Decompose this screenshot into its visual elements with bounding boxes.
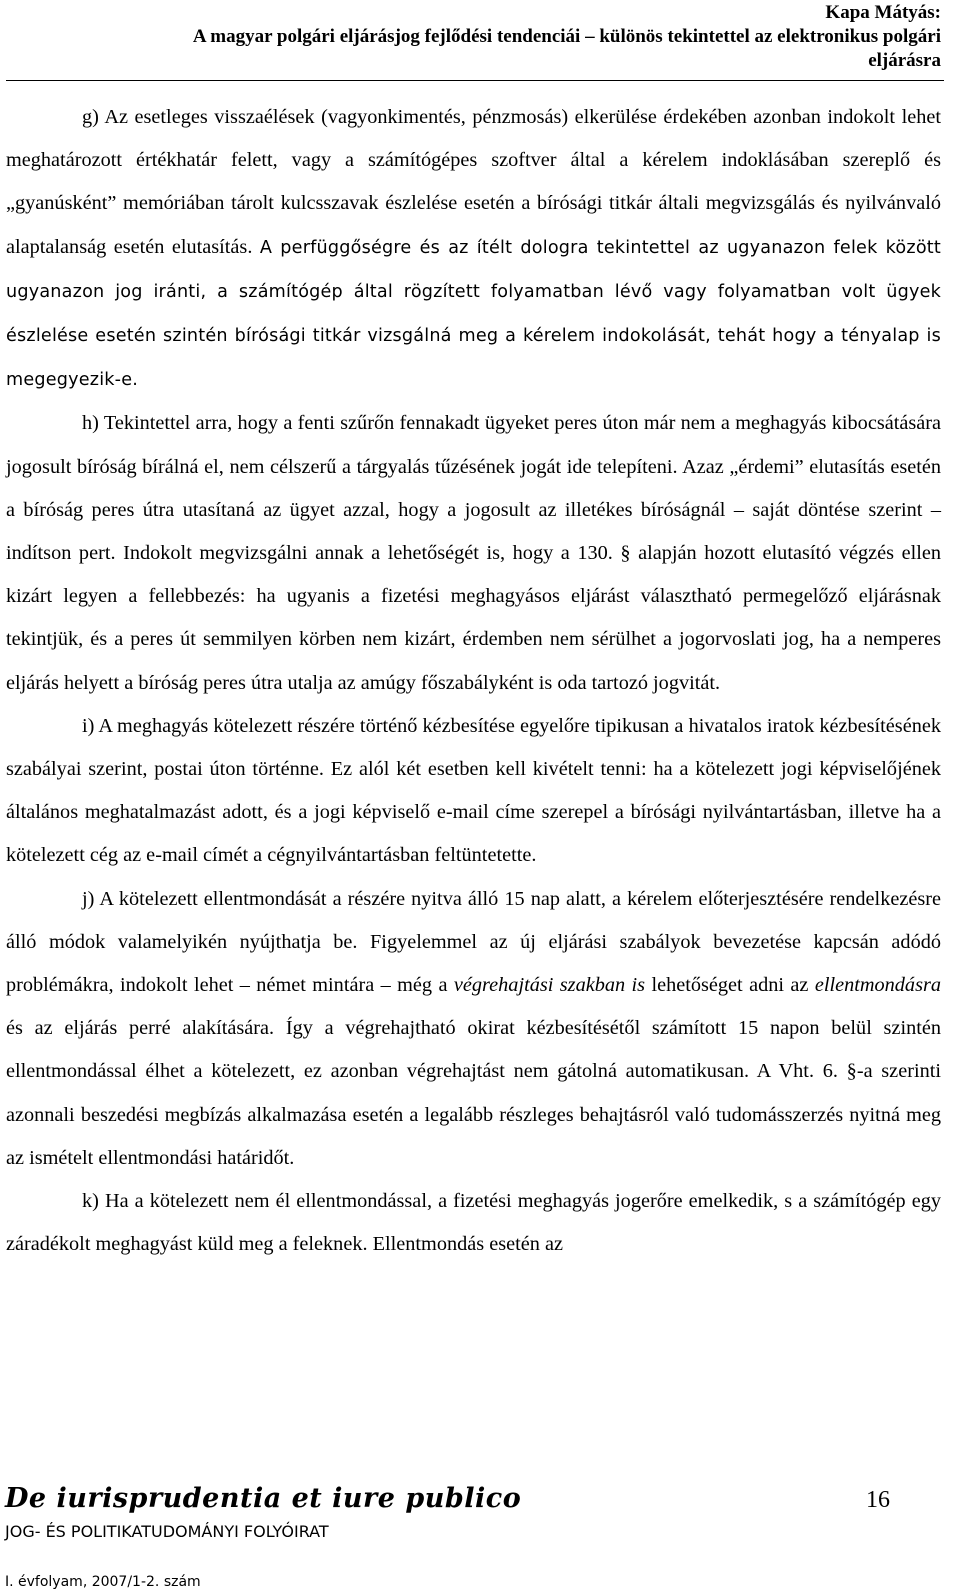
paragraph-i: i) A meghagyás kötelezett részére történő kézbesítése egyelőre tipikusan a hivatalos iratok kézbesítésének szabályai szerint, postai úton történne. Ez alól két esetben kell kivételt tenni: ha a kötelezett jogi képviselőjének általános meghatalmazást adott, és a jogi képviselő e-mail címe szerepel a bírósági nyilvántartásban, illetve ha a kötelezett cég az e-mail címét a cégnyilvántartásban feltüntetette.	[6, 714, 941, 867]
publication-name: JOG- ÉS POLITIKATUDOMÁNYI FOLYÓIRAT	[5, 1522, 329, 1541]
journal-title: De iurisprudentia et iure publico	[5, 1483, 522, 1514]
running-header	[0, 0, 941, 73]
paragraph-j-italic2: ellentmondásra	[814, 974, 941, 997]
volume-info: I. évfolyam, 2007/1-2. szám	[5, 1574, 201, 1590]
article-body	[6, 96, 941, 1266]
paragraph-j-part2: lehetőséget adni az	[645, 974, 815, 997]
paragraph-h: h) Tekintettel arra, hogy a fenti szűrőn fennakadt ügyeket peres úton már nem a meghagyás kibocsátására jogosult bíróság bírálná el, nem célszerű a tárgyalás tűzésének jogát ide telepíteni. Azaz „érdemi” elutasítás esetén a bíróság peres útra utasítaná az ügyet azzal, hogy a jogosult az illetékes bíróságnál – saját döntése szerint – indítson pert. Indokolt megvizsgálni annak a lehetőségét is, hogy a 130. § alapján hozott elutasító végzés ellen kizárt legyen a fellebbezés: ha ugyanis a fizetési meghagyásos eljárást választható permegelőző eljárásnak tekintjük, és a peres út semmilyen körben nem kizárt, érdemben nem sérülhet a jogorvoslati jog, ha a nemperes eljárás helyett a bíróság peres útra utalja az amúgy főszabályként is oda tartozó jogvitát.	[6, 412, 941, 694]
header-title-line2: eljárásra	[868, 50, 941, 71]
paragraph-g-sans: A perfüggőségre és az ítélt dologra tekintettel az ugyanazon felek között ugyanazon jog iránti, a számítógép által rögzített folyamatban lévő vagy folyamatban volt ügyek észlelése esetén szintén bírósági titkár vizsgálná meg a kérelem indokolását, tehát hogy a tényalap is megegyezik-e.	[6, 237, 941, 391]
header-author: Kapa Mátyás:	[825, 2, 941, 23]
paragraph-g	[6, 96, 941, 402]
paragraph-j-italic1: végrehajtási szakban is	[453, 974, 646, 997]
paragraph-j	[6, 878, 941, 1180]
header-title-line1: A magyar polgári eljárásjog fejlődési tendenciái – különös tekintettel az elektronikus polgári	[192, 26, 941, 47]
header-divider	[6, 80, 944, 81]
paragraph-j-part3: és az eljárás perré alakítására. Így a végrehajtható okirat kézbesítésétől számított 15 napon belül szintén ellentmondással élhet a kötelezett, ez azonban végrehajtást nem gátolná automatikusan. A Vht. 6. §-a szerinti azonnali beszedési megbízás alkalmazása esetén a legalább részleges behajtásról való tudomásszerzés nyitná meg az ismételt ellentmondási határidőt.	[6, 1017, 941, 1169]
paragraph-k: k) Ha a kötelezett nem él ellentmondással, a fizetési meghagyás jogerőre emelkedik, s a számítógép egy záradékolt meghagyást küld meg a feleknek. Ellentmondás esetén az	[6, 1190, 941, 1256]
page-number: 16	[866, 1487, 890, 1513]
paragraph-j-part1: j) A kötelezett ellentmondását a részére nyitva álló 15 nap alatt, a kérelem előterjesztésére rendelkezésre álló módok valamelyikén nyújthatja be. Figyelemmel az új eljárási szabályok bevezetése kapcsán adódó problémákra, indokolt lehet – német mintára – még a	[6, 887, 941, 997]
paragraph-g-serif: g) Az esetleges visszaélések (vagyonkimentés, pénzmosás) elkerülése érdekében azonban indokolt lehet meghatározott értékhatár felett, vagy a számítógépes szoftver által a kérelem indoklásában szereplő és „gyanúsként” memóriában tárolt kulcsszavak észlelése esetén a bírósági titkár általi megvizsgálás és nyilvánvaló alaptalanság esetén elutasítás.	[6, 106, 941, 258]
